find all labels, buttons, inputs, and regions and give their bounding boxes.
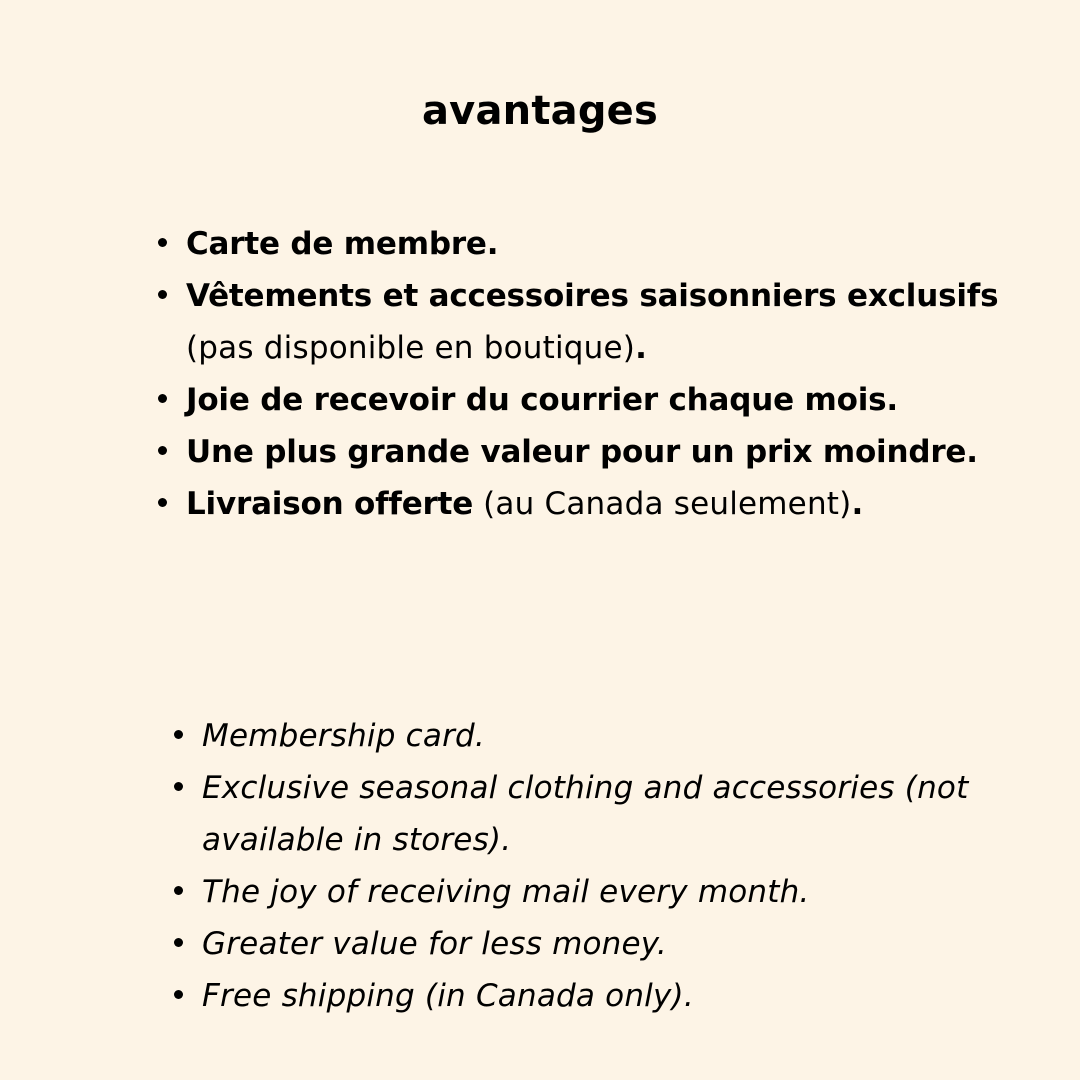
list-item: [186, 426, 1066, 478]
bullet-icon: [174, 886, 183, 895]
benefit-text-period: .: [635, 330, 647, 366]
list-item: [202, 762, 1062, 866]
benefit-text: The joy of receiving mail every month.: [202, 874, 810, 910]
list-item: [202, 918, 1062, 970]
benefit-text: Exclusive seasonal clothing and accessories (not available in stores).: [202, 770, 969, 858]
benefit-text-period: .: [851, 486, 864, 522]
benefit-text-bold: Livraison offerte: [186, 486, 474, 522]
bullet-icon: [158, 394, 167, 403]
bullet-icon: [158, 446, 167, 455]
benefits-list-french: [186, 218, 1066, 530]
benefits-list-english: [202, 710, 1062, 1022]
list-item: [202, 710, 1062, 762]
bullet-icon: [174, 730, 183, 739]
bullet-icon: [158, 498, 167, 507]
benefit-text: Free shipping (in Canada only).: [202, 978, 694, 1014]
list-item: [202, 866, 1062, 918]
bullet-icon: [174, 990, 183, 999]
benefit-text: Membership card.: [202, 718, 485, 754]
bullet-icon: [174, 938, 183, 947]
list-item: [186, 374, 1066, 426]
list-item: [186, 270, 1066, 374]
bullet-icon: [158, 238, 167, 247]
benefit-text-bold: Carte de membre.: [186, 226, 499, 262]
benefit-text-bold: Une plus grande valeur pour un prix moindre.: [186, 434, 978, 470]
benefit-text: Greater value for less money.: [202, 926, 667, 962]
benefit-text-bold: Vêtements et accessoires saisonniers exclusifs: [186, 278, 999, 314]
list-item: [186, 478, 1066, 530]
list-item: [202, 970, 1062, 1022]
benefit-text-note: (pas disponible en boutique): [186, 330, 636, 366]
list-item: [186, 218, 1066, 270]
bullet-icon: [174, 782, 183, 791]
benefit-text-bold: Joie de recevoir du courrier chaque mois.: [186, 382, 899, 418]
benefit-text-note: (au Canada seulement): [473, 486, 852, 522]
bullet-icon: [158, 290, 167, 299]
page-title: avantages: [421, 87, 659, 134]
